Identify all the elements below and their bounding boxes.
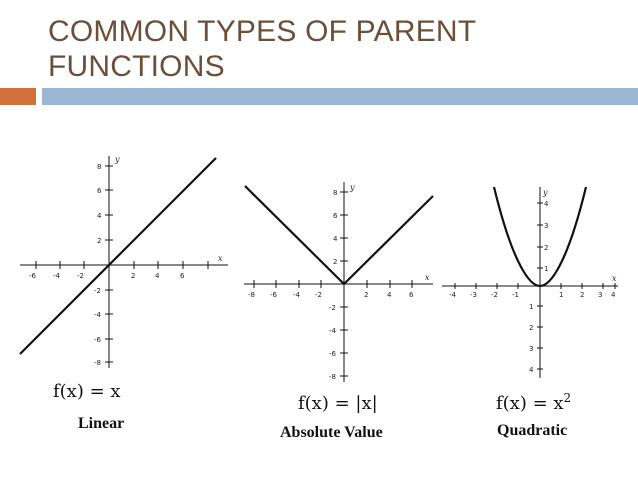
absolute-value-y-tick-label: -6 <box>329 350 336 358</box>
absolute-value-y-tick-label: -2 <box>329 304 336 312</box>
linear-y-tick-label: -2 <box>94 287 101 295</box>
quadratic-y-axis-label: y <box>543 188 548 197</box>
absolute-value-y-tick-label: 6 <box>333 212 338 220</box>
quadratic-formula-prefix: f(x) = <box>496 393 554 414</box>
quadratic-y-tick-label: 4 <box>544 200 549 208</box>
absolute-value-x-axis-label: x <box>425 273 430 282</box>
linear-graph <box>18 150 230 370</box>
quadratic-x-tick-label: -3 <box>470 291 477 299</box>
quadratic-x-tick-label: -1 <box>512 291 519 299</box>
linear-formula-body: x <box>110 381 121 402</box>
quadratic-y-tick-label: 1 <box>529 303 534 311</box>
title-line-1: COMMON TYPES OF PARENT <box>48 15 477 48</box>
title-line-2: FUNCTIONS <box>48 50 225 83</box>
absolute-value-x-tick-label: -4 <box>293 291 300 299</box>
linear-x-tick-label: 2 <box>131 272 136 280</box>
quadratic-x-axis-label: x <box>612 274 617 283</box>
quadratic-y-tick-label: 1 <box>544 265 549 273</box>
quadratic-formula-exponent: 2 <box>563 391 572 405</box>
absolute-value-formula <box>298 393 378 414</box>
linear-function-line <box>20 158 216 354</box>
linear-x-tick-label: -4 <box>53 272 60 280</box>
linear-y-axis-label: y <box>115 155 120 164</box>
linear-y-tick-label: 2 <box>97 237 102 245</box>
absolute-value-y-tick-label: 2 <box>333 258 338 266</box>
linear-x-tick-label: -2 <box>77 272 84 280</box>
absolute-value-graph <box>240 178 435 384</box>
title-rule-bar <box>42 88 638 105</box>
absolute-value-y-tick-label: 8 <box>333 189 338 197</box>
absolute-value-y-tick-label: -8 <box>329 373 336 381</box>
linear-y-tick-label: 8 <box>97 163 102 171</box>
linear-name: Linear <box>78 415 125 432</box>
quadratic-x-tick-label: 1 <box>559 291 564 299</box>
linear-y-tick-label: 4 <box>97 212 102 220</box>
absolute-value-formula-prefix: f(x) = <box>298 393 356 414</box>
quadratic-y-tick-label: 3 <box>544 222 549 230</box>
quadratic-y-tick-label: 3 <box>529 345 534 353</box>
absolute-value-y-axis-label: y <box>350 183 355 192</box>
quadratic-formula-body: x <box>553 393 564 414</box>
quadratic-graph <box>440 185 620 380</box>
linear-y-tick-label: -8 <box>94 359 101 367</box>
quadratic-y-tick-label: 4 <box>529 366 534 374</box>
absolute-value-x-tick-label: -6 <box>270 291 277 299</box>
quadratic-y-tick-label: 2 <box>529 324 534 332</box>
quadratic-x-tick-label: 4 <box>611 291 616 299</box>
linear-y-tick-label: 6 <box>97 187 102 195</box>
slide-title <box>48 14 608 84</box>
absolute-value-x-tick-label: 2 <box>364 291 369 299</box>
absolute-value-y-tick-label: 4 <box>333 235 338 243</box>
linear-x-axis-label: x <box>218 254 223 263</box>
quadratic-y-tick-label: 2 <box>544 244 549 252</box>
quadratic-formula <box>496 391 571 414</box>
absolute-value-x-tick-label: 4 <box>387 291 392 299</box>
linear-formula <box>53 381 121 402</box>
title-accent-bar <box>0 88 36 105</box>
linear-formula-prefix: f(x) = <box>53 381 111 402</box>
quadratic-x-tick-label: -4 <box>449 291 456 299</box>
linear-x-tick-label: 6 <box>180 272 185 280</box>
absolute-value-y-tick-label: -4 <box>329 327 336 335</box>
linear-y-tick-label: -4 <box>94 311 101 319</box>
absolute-value-formula-body: |x| <box>355 393 378 414</box>
linear-x-tick-label: 4 <box>155 272 160 280</box>
absolute-value-x-tick-label: -2 <box>315 291 322 299</box>
linear-y-tick-label: -6 <box>94 336 101 344</box>
absolute-value-x-tick-label: -8 <box>248 291 255 299</box>
absolute-value-name: Absolute Value <box>280 424 383 441</box>
quadratic-x-tick-label: 2 <box>580 291 585 299</box>
absolute-value-x-tick-label: 6 <box>409 291 414 299</box>
quadratic-x-tick-label: 3 <box>598 291 603 299</box>
absolute-value-function-line <box>245 186 433 284</box>
linear-x-tick-label: -6 <box>29 272 36 280</box>
quadratic-x-tick-label: -2 <box>491 291 498 299</box>
quadratic-name: Quadratic <box>497 422 568 439</box>
